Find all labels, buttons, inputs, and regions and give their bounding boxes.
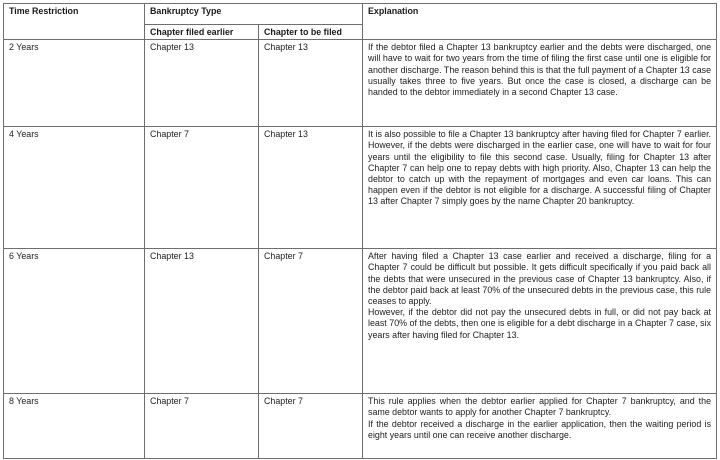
- chapter-filed-earlier-cell: Chapter 7: [145, 127, 259, 249]
- header-explanation: Explanation: [363, 4, 717, 40]
- header-chapter-filed-earlier: Chapter filed earlier: [145, 25, 259, 40]
- chapter-filed-earlier-cell: Chapter 13: [145, 249, 259, 394]
- explanation-paragraph: It is also possible to file a Chapter 13 bankruptcy after having filed for Chapter 7 earlier. However, if the debts were discharged in the earlier case, one will have to wait for four years until the eligibility to file this second case. Usually, filing for Chapter 13 after Chapter 7 can help one to repay debts with high priority. Also, Chapter 13 can help the debtor to catch up with the repayment of mortgages and even car loans. This can happen even if the debtor is not eligible for a discharge. A successful filing of Chapter 13 after Chapter 7 simply goes by the name Chapter 20 bankruptcy.: [368, 129, 712, 207]
- explanation-paragraph: After having filed a Chapter 13 case earlier and received a discharge, filing for a Chapter 7 could be difficult but possible. It gets difficult specifically if you paid back all the debts that were unsecured in the previous case of Chapter 13 bankruptcy. Also, if the debtor paid back at least 70% of the unsecured debts in the previous case, this rule ceases to apply.: [368, 251, 712, 307]
- explanation-cell: [363, 394, 717, 459]
- chapter-to-be-filed-cell: Chapter 13: [259, 127, 363, 249]
- table-row: [4, 40, 717, 127]
- time-restriction-cell: 4 Years: [4, 127, 145, 249]
- chapter-to-be-filed-cell: Chapter 7: [259, 394, 363, 459]
- table-row: [4, 394, 717, 459]
- table-row: [4, 249, 717, 394]
- table-row: [4, 127, 717, 249]
- explanation-paragraph: This rule applies when the debtor earlier applied for Chapter 7 bankruptcy, and the same debtor wants to apply for another Chapter 7 bankruptcy.: [368, 396, 712, 418]
- chapter-filed-earlier-cell: Chapter 7: [145, 394, 259, 459]
- time-restriction-cell: 8 Years: [4, 394, 145, 459]
- chapter-filed-earlier-cell: Chapter 13: [145, 40, 259, 127]
- explanation-paragraph: However, if the debtor did not pay the unsecured debts in full, or did not pay back at least 70% of the debts, then one is eligible for a debt discharge in a Chapter 7 case, six years after having filed for Chapter 13.: [368, 307, 712, 340]
- header-chapter-to-be-filed: Chapter to be filed: [259, 25, 363, 40]
- time-restriction-cell: 2 Years: [4, 40, 145, 127]
- header-time-restriction: Time Restriction: [4, 4, 145, 40]
- explanation-cell: [363, 127, 717, 249]
- header-bankruptcy-type: Bankruptcy Type: [145, 4, 363, 25]
- explanation-paragraph: If the debtor filed a Chapter 13 bankruptcy earlier and the debts were discharged, one will have to wait for two years from the time of filing the first case until one is eligible for another discharge. The reason behind this is that the full payment of a Chapter 13 case usually takes three to five years. But once the case is closed, a discharge can be handed to the debtor immediately in a second Chapter 13 case.: [368, 42, 712, 98]
- explanation-cell: [363, 249, 717, 394]
- chapter-to-be-filed-cell: Chapter 13: [259, 40, 363, 127]
- bankruptcy-waiting-period-table: [3, 3, 717, 459]
- explanation-cell: [363, 40, 717, 127]
- time-restriction-cell: 6 Years: [4, 249, 145, 394]
- explanation-paragraph: If the debtor received a discharge in the earlier application, then the waiting period is eight years until one can receive another discharge.: [368, 418, 712, 440]
- chapter-to-be-filed-cell: Chapter 7: [259, 249, 363, 394]
